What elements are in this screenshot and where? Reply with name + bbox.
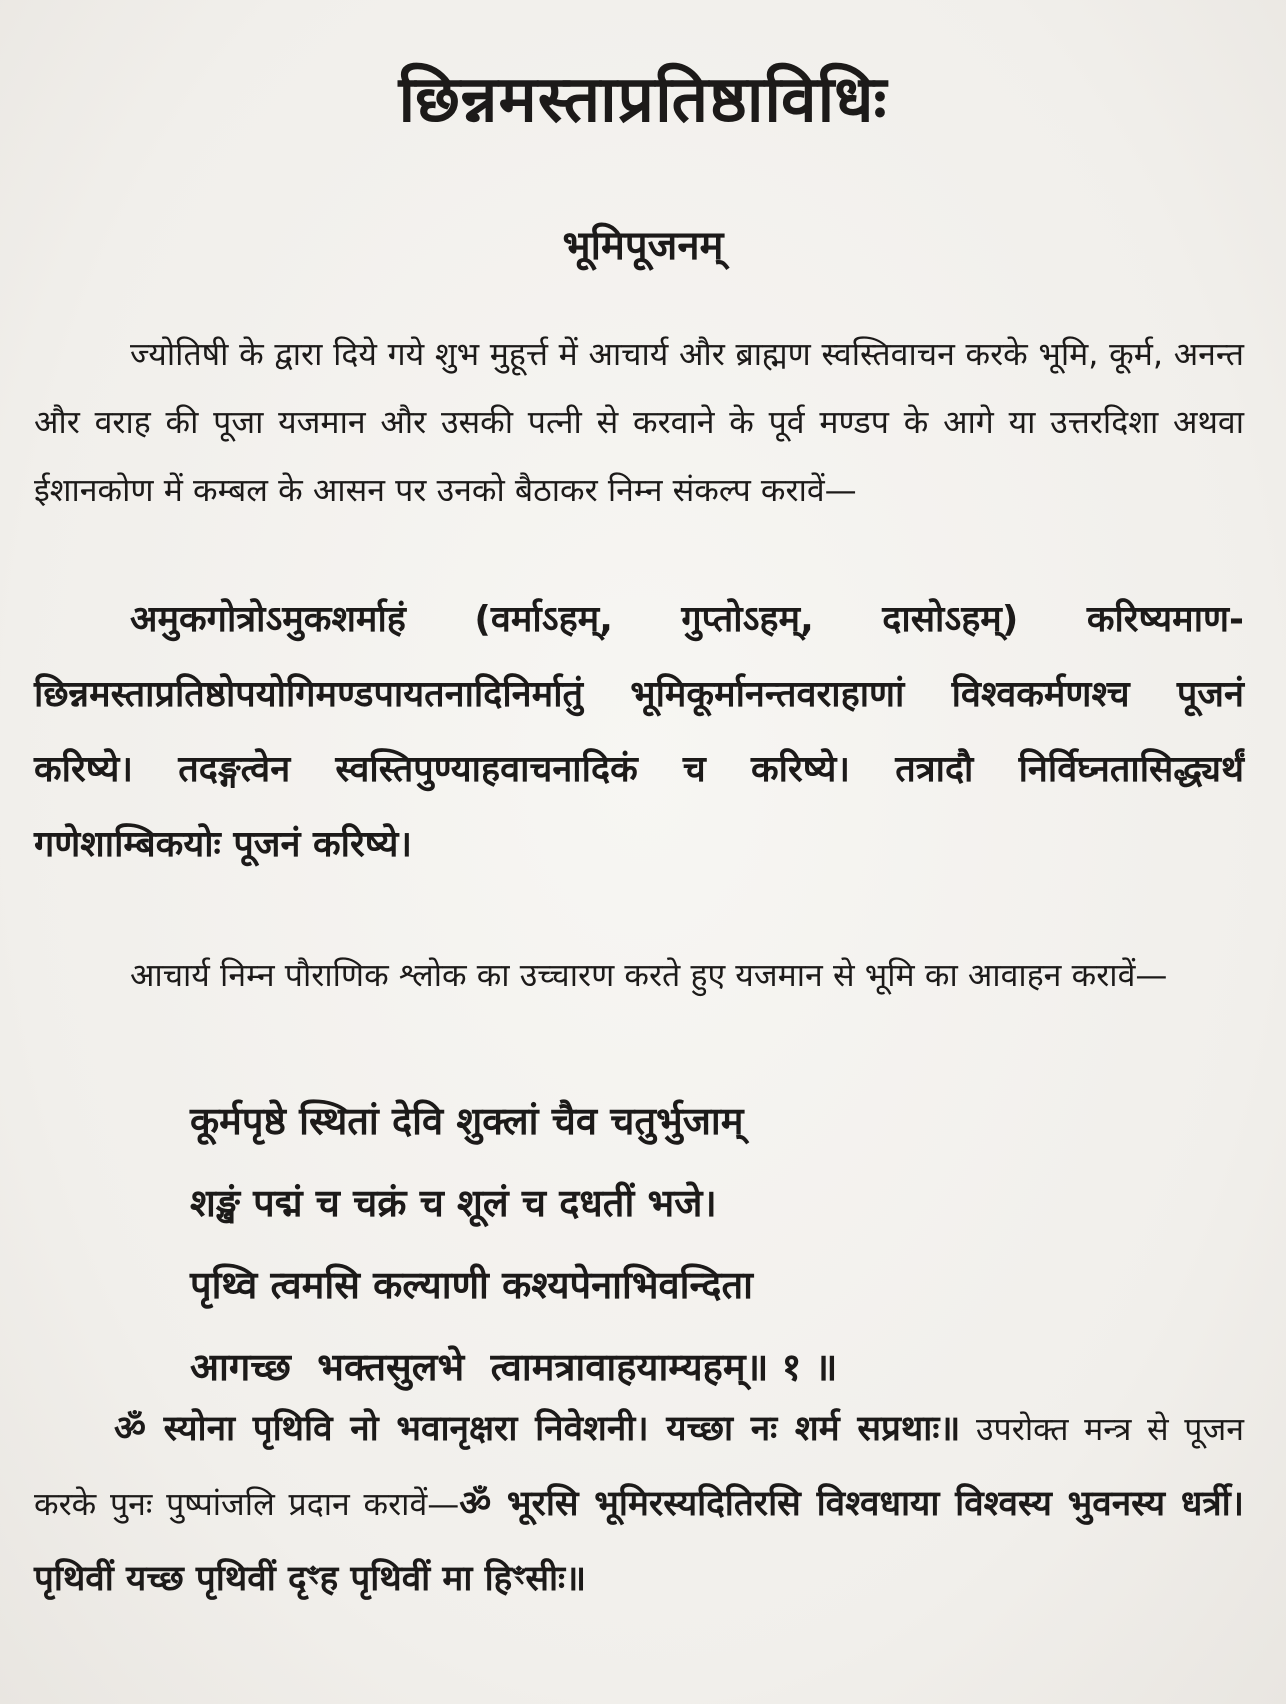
intro-paragraph: ज्योतिषी के द्वारा दिये गये शुभ मुहूर्त्त में आचार्य और ब्राह्मण स्वस्तिवाचन करके भूमि, कूर्म, अनन्त और वराह की पूजा यजमान और उसकी पत्नी से करवाने के पूर्व मण्डप के आगे या उत्तरदिशा अथवा ईशानकोण में कम्बल के आसन पर उनको बैठाकर निम्न संकल्प करावें—: [34, 335, 1244, 509]
mantra-paragraph: [34, 1392, 1244, 1617]
section-heading: भूमिपूजनम्: [562, 223, 724, 269]
mantra-vedic: ॐ स्योना पृथिवि नो भवानृक्षरा निवेशनी। यच्छा नः शर्म सप्रथाः॥: [114, 1409, 961, 1449]
verse-line-3: पृथ्वि त्वमसि कल्याणी कश्यपेनाभिवन्दिता: [190, 1263, 753, 1307]
verse-line-2: शङ्खं पद्मं च चक्रं च शूलं च दधतीं भजे।: [190, 1181, 717, 1225]
sankalpa-paragraph: अमुकगोत्रोऽमुकशर्माहं (वर्माऽहम्, गुप्तोऽहम्, दासोऽहम्) करिष्यमाण-छिन्नमस्ताप्रतिष्ठोपयोगिमण्डपायतनादिनिर्मातुं भूमिकूर्मानन्तवराहाणां विश्वकर्मणश्च पूजनं करिष्ये। तदङ्गत्वेन स्वस्तिपुण्याहवाचनादिकं च करिष्ये। तत्रादौ निर्विघ्नतासिद्ध्यर्थं गणेशाम्बिकयोः पूजनं करिष्ये।: [34, 599, 1244, 865]
verse-line-1: कूर्मपृष्ठे स्थितां देवि शुक्लां चैव चतुर्भुजाम्: [190, 1099, 744, 1143]
shloka-verse: [190, 1080, 837, 1408]
page-title: छिन्नमस्ताप्रतिष्ठाविधिः: [398, 63, 888, 137]
mantra-pushpanjali: ॐ भूरसि भूमिरस्यदितिरसि विश्वधाया विश्वस्य भुवनस्य धर्त्री। पृथिवीं यच्छ पृथिवीं दृꣳह पृथिवीं मा हिꣳसीः॥: [34, 1484, 1244, 1599]
acharya-instruction-paragraph: आचार्य निम्न पौराणिक श्लोक का उच्चारण करते हुए यजमान से भूमि का आवाहन करावें—: [130, 956, 1168, 994]
verse-line-4: आगच्छ भक्तसुलभे त्वामत्रावाहयाम्यहम्॥ १ ॥: [190, 1345, 838, 1389]
mantra-instruction: उपरोक्त मन्त्र से पूजन करके पुनः पुष्पांजलि प्रदान करावें—: [34, 1410, 1244, 1523]
